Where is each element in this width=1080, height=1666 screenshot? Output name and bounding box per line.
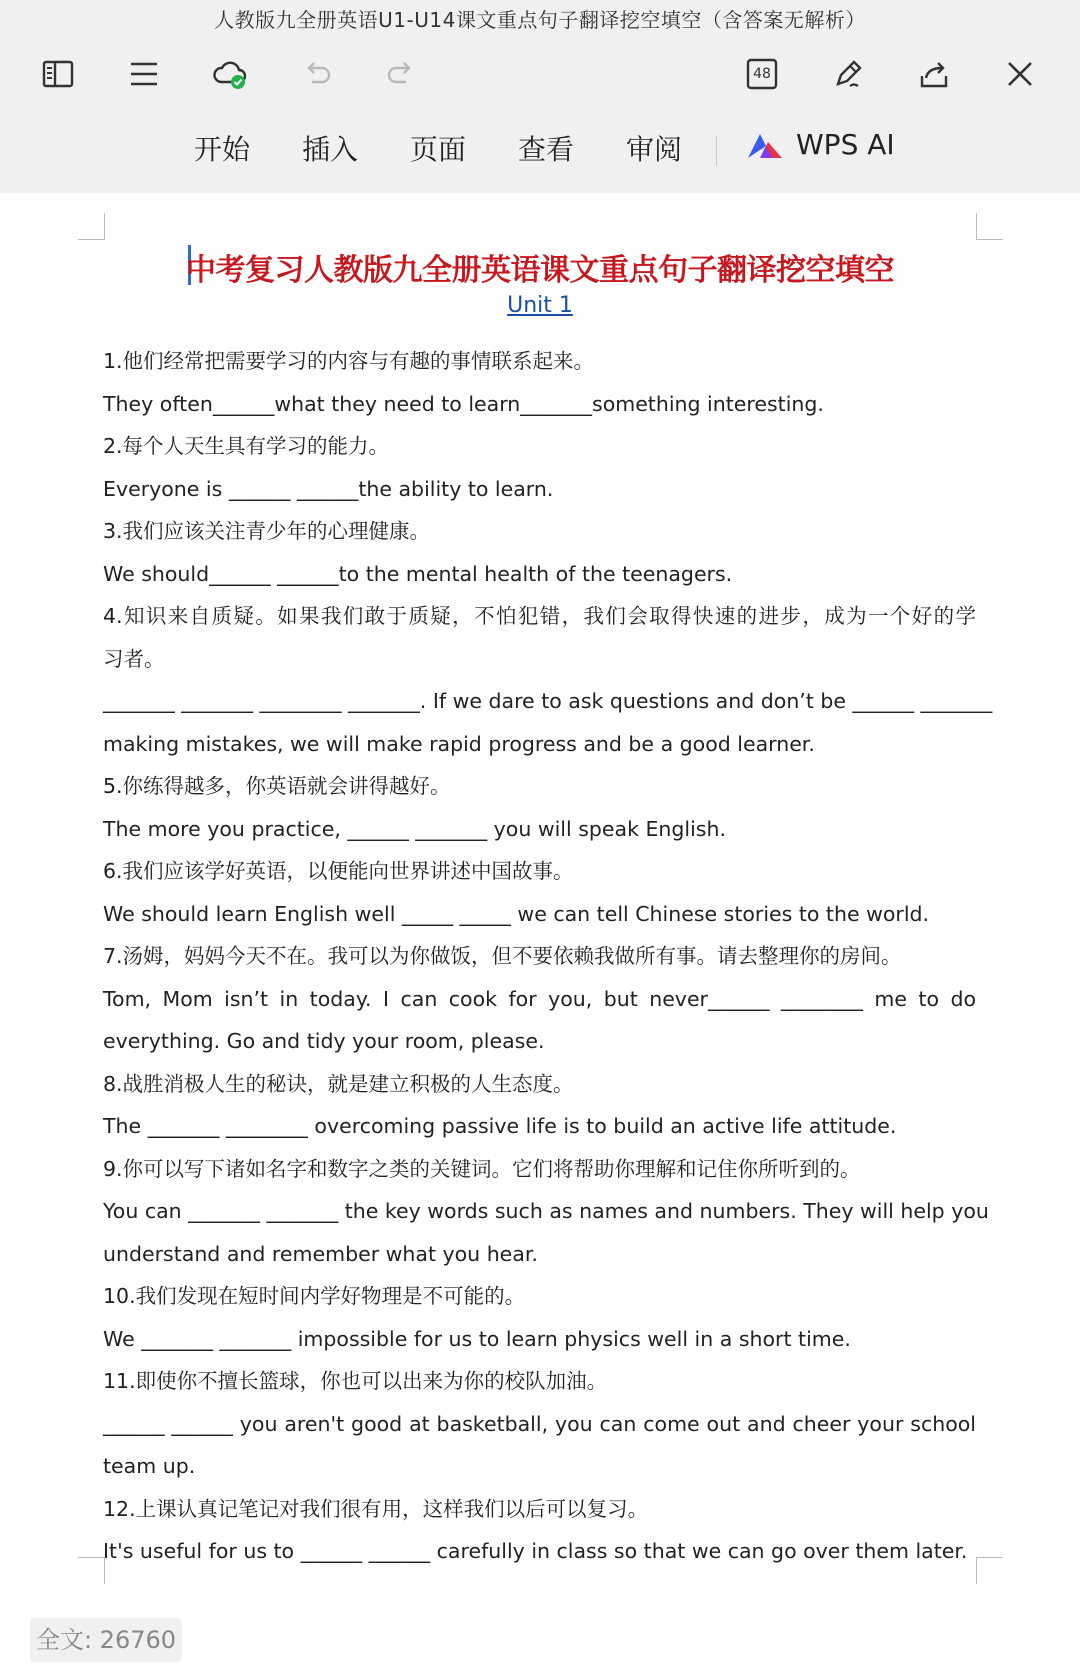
text-line: 习者。 bbox=[103, 646, 165, 671]
text-line: You can _______ _______ the key words such as names and numbers. They will help you bbox=[103, 1199, 989, 1223]
text-line: We _______ _______ impossible for us to learn physics well in a short time. bbox=[103, 1326, 851, 1351]
text-line: 8.战胜消极人生的秘诀，就是建立积极的人生态度。 bbox=[103, 1071, 574, 1096]
wps-ai-button[interactable] bbox=[746, 128, 895, 161]
text-line: 4.知识来自质疑。如果我们敢于质疑，不怕犯错，我们会取得快速的进步，成为一个好的学 bbox=[103, 604, 976, 628]
text-line: 3.我们应该关注青少年的心理健康。 bbox=[103, 519, 431, 543]
share-icon[interactable] bbox=[912, 52, 956, 96]
word-count-badge[interactable]: 全文: 26760 bbox=[30, 1618, 182, 1662]
text-line: They often______what they need to learn_______something interesting. bbox=[103, 391, 824, 416]
text-line: 9.你可以写下诸如名字和数字之类的关键词。它们将帮助你理解和记住你所听到的。 bbox=[103, 1156, 861, 1181]
tab-insert[interactable]: 插入 bbox=[302, 133, 359, 166]
ribbon-tabs bbox=[0, 128, 1080, 178]
page-count-icon[interactable] bbox=[740, 52, 784, 96]
text-line: _______ _______ ________ _______. If we dare to ask questions and don’t be ______ _______ bbox=[103, 689, 993, 713]
text-line: The more you practice, ______ _______ you will speak English. bbox=[103, 816, 726, 841]
text-line: Everyone is ______ ______the ability to learn. bbox=[103, 476, 554, 501]
tab-view[interactable]: 查看 bbox=[518, 133, 575, 166]
text-line: 1.他们经常把需要学习的内容与有趣的事情联系起来。 bbox=[103, 349, 595, 373]
page-corner-mark bbox=[78, 1557, 105, 1584]
wps-ai-label: WPS AI bbox=[796, 128, 895, 161]
text-line: 5.你练得越多，你英语就会讲得越好。 bbox=[103, 774, 451, 798]
text-line: understand and remember what you hear. bbox=[103, 1241, 538, 1266]
document-page[interactable] bbox=[0, 193, 1080, 1666]
top-toolbar bbox=[0, 0, 1080, 193]
cloud-sync-icon[interactable] bbox=[208, 52, 252, 96]
text-line: 12.上课认真记笔记对我们很有用，这样我们以后可以复习。 bbox=[103, 1496, 649, 1521]
text-line: We should______ ______to the mental health of the teenagers. bbox=[103, 561, 733, 586]
sidebar-icon[interactable] bbox=[36, 52, 80, 96]
page-corner-mark bbox=[78, 213, 105, 240]
undo-icon[interactable] bbox=[294, 52, 338, 96]
menu-icon[interactable] bbox=[122, 52, 166, 96]
text-line: We should learn English well _____ _____ we can tell Chinese stories to the world. bbox=[103, 901, 930, 926]
tab-review[interactable]: 审阅 bbox=[626, 133, 683, 166]
tab-page[interactable]: 页面 bbox=[410, 133, 467, 166]
redo-icon[interactable] bbox=[380, 52, 424, 96]
text-line: 11.即使你不擅长篮球，你也可以出来为你的校队加油。 bbox=[103, 1369, 608, 1393]
text-line: 7.汤姆，妈妈今天不在。我可以为你做饭，但不要依赖我做所有事。请去整理你的房间。 bbox=[103, 944, 902, 968]
text-line: The _______ ________ overcoming passive life is to build an active life attitude. bbox=[103, 1114, 897, 1138]
pen-edit-icon[interactable] bbox=[826, 52, 870, 96]
text-line: Tom, Mom isn’t in today. I can cook for you, but never______ ________ me to do bbox=[103, 986, 976, 1011]
wps-ai-logo-icon bbox=[746, 130, 784, 160]
document-title: 人教版九全册英语U1-U14课文重点句子翻译挖空填空（含答案无解析） bbox=[214, 8, 866, 32]
page-count-badge: 48 bbox=[753, 66, 771, 82]
tab-start[interactable]: 开始 bbox=[194, 133, 251, 166]
unit-label[interactable]: Unit 1 bbox=[507, 293, 573, 318]
page-corner-mark bbox=[976, 1557, 1003, 1584]
close-icon[interactable] bbox=[998, 52, 1042, 96]
text-line: 6.我们应该学好英语，以便能向世界讲述中国故事。 bbox=[103, 859, 574, 883]
tab-separator bbox=[716, 136, 717, 166]
text-line: ______ ______ you aren't good at basketball, you can come out and cheer your school bbox=[103, 1411, 976, 1436]
document-heading: 中考复习人教版九全册英语课文重点句子翻译挖空填空 bbox=[186, 253, 894, 288]
text-line: 2.每个人天生具有学习的能力。 bbox=[103, 434, 390, 458]
text-line: It's useful for us to ______ ______ carefully in class so that we can go over them later. bbox=[103, 1539, 968, 1563]
page-corner-mark bbox=[976, 213, 1003, 240]
text-line: 10.我们发现在短时间内学好物理是不可能的。 bbox=[103, 1284, 526, 1308]
text-line: everything. Go and tidy your room, please. bbox=[103, 1029, 545, 1053]
document-body bbox=[103, 340, 993, 1573]
text-line: team up. bbox=[103, 1454, 196, 1478]
text-line: making mistakes, we will make rapid progress and be a good learner. bbox=[103, 731, 815, 756]
